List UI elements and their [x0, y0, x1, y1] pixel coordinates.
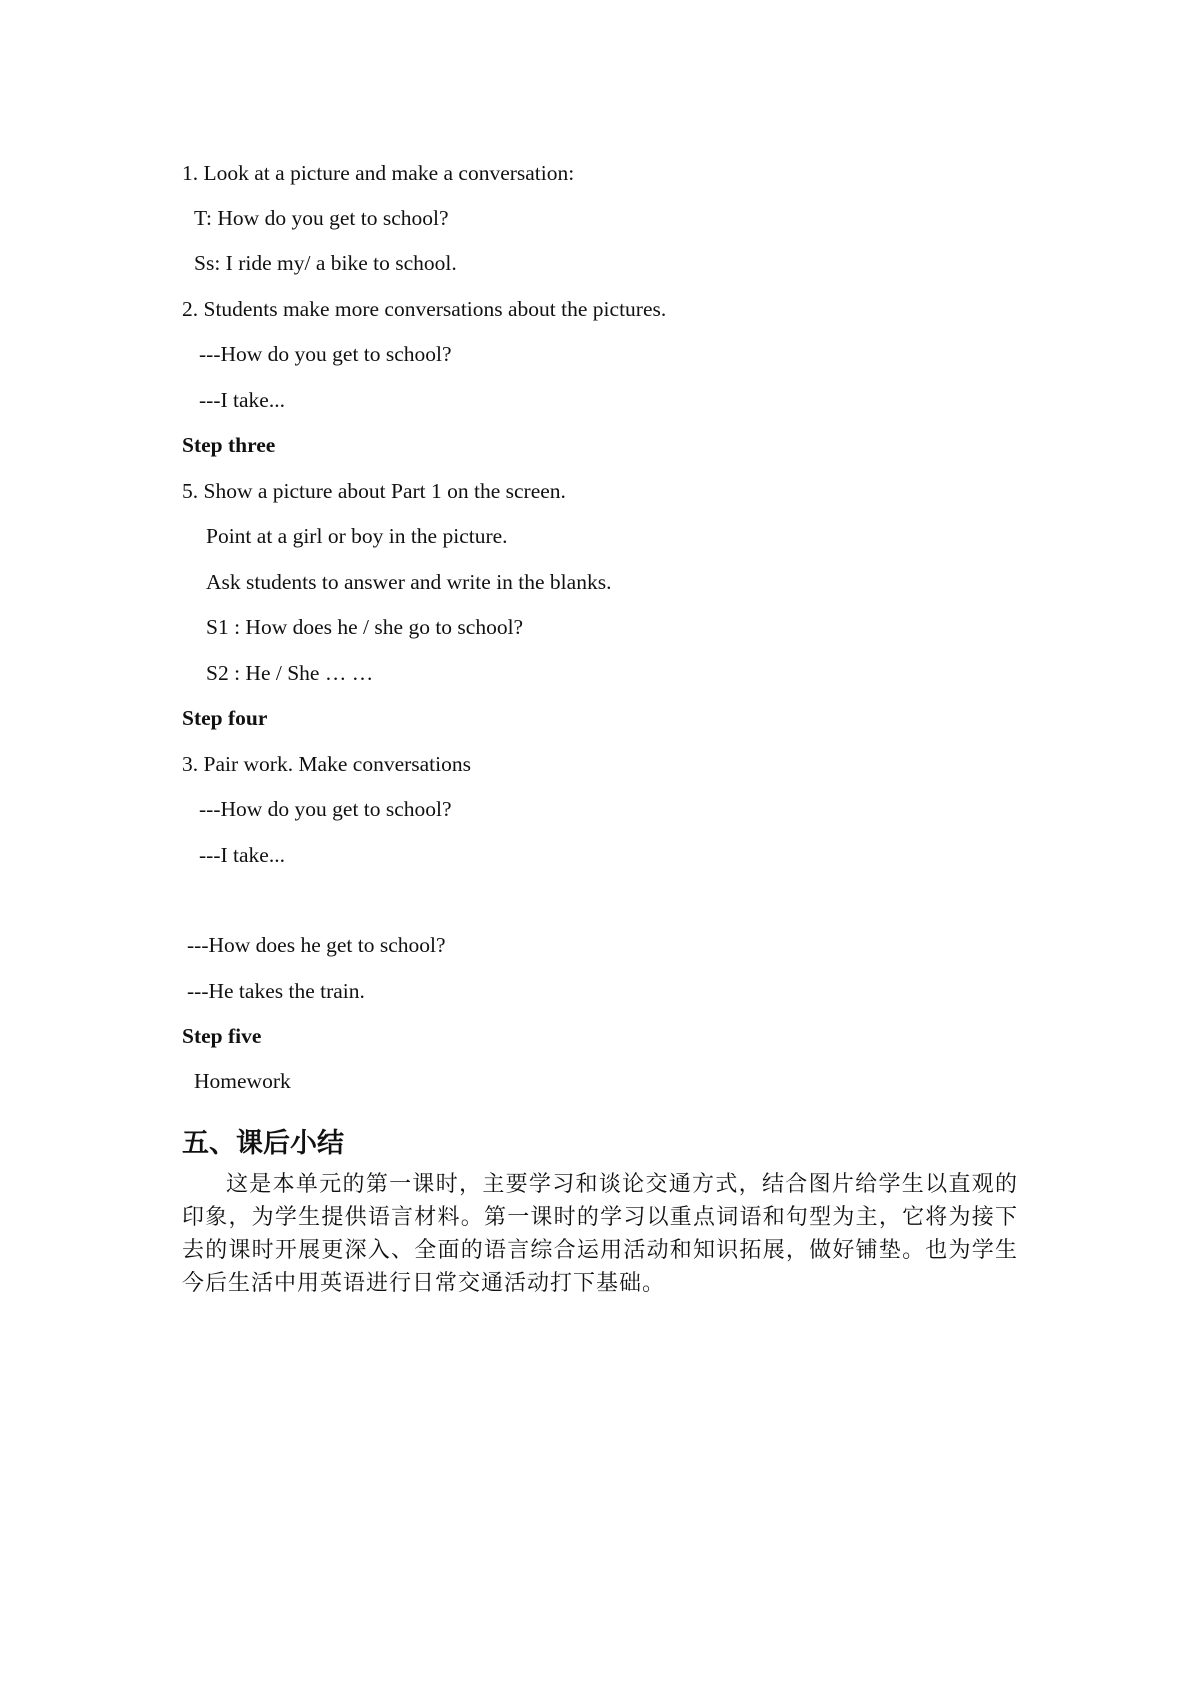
- dialogue-answer-he-line: ---He takes the train.: [187, 979, 365, 1003]
- step-item-look-at-picture: 1. Look at a picture and make a conversation:: [182, 161, 575, 185]
- step-five-heading: Step five: [182, 1024, 262, 1048]
- dialogue-students-line: Ss: I ride my/ a bike to school.: [194, 251, 457, 275]
- dialogue-answer-line: ---I take...: [199, 388, 285, 412]
- dialogue-question-line: ---How do you get to school?: [199, 342, 452, 366]
- step-item-show-picture: 5. Show a picture about Part 1 on the screen.: [182, 479, 566, 503]
- instruction-ask-line: Ask students to answer and write in the blanks.: [206, 570, 612, 594]
- dialogue-s1-line: S1 : How does he / she go to school?: [206, 615, 524, 639]
- step-item-pair-work: 3. Pair work. Make conversations: [182, 752, 471, 776]
- homework-line: Homework: [194, 1069, 291, 1093]
- summary-paragraph: 这是本单元的第一课时，主要学习和谈论交通方式，结合图片给学生以直观的印象，为学生提供语言材料。第一课时的学习以重点词语和句型为主，它将为接下去的课时开展更深入、全面的语言综合运用活动和知识拓展，做好铺垫。也为学生今后生活中用英语进行日常交通活动打下基础。: [182, 1172, 1018, 1296]
- step-three-heading: Step three: [182, 433, 276, 457]
- section-heading: 五、课后小结: [182, 1128, 344, 1159]
- step-four-heading: Step four: [182, 706, 268, 730]
- dialogue-question-he-line: ---How does he get to school?: [187, 933, 446, 957]
- dialogue-teacher-line: T: How do you get to school?: [194, 206, 449, 230]
- step-item-more-conversations: 2. Students make more conversations about the pictures.: [182, 297, 667, 321]
- dialogue-answer-line: ---I take...: [199, 843, 285, 867]
- instruction-point-line: Point at a girl or boy in the picture.: [206, 524, 508, 548]
- dialogue-s2-line: S2 : He / She … …: [206, 661, 374, 685]
- dialogue-question-line: ---How do you get to school?: [199, 797, 452, 821]
